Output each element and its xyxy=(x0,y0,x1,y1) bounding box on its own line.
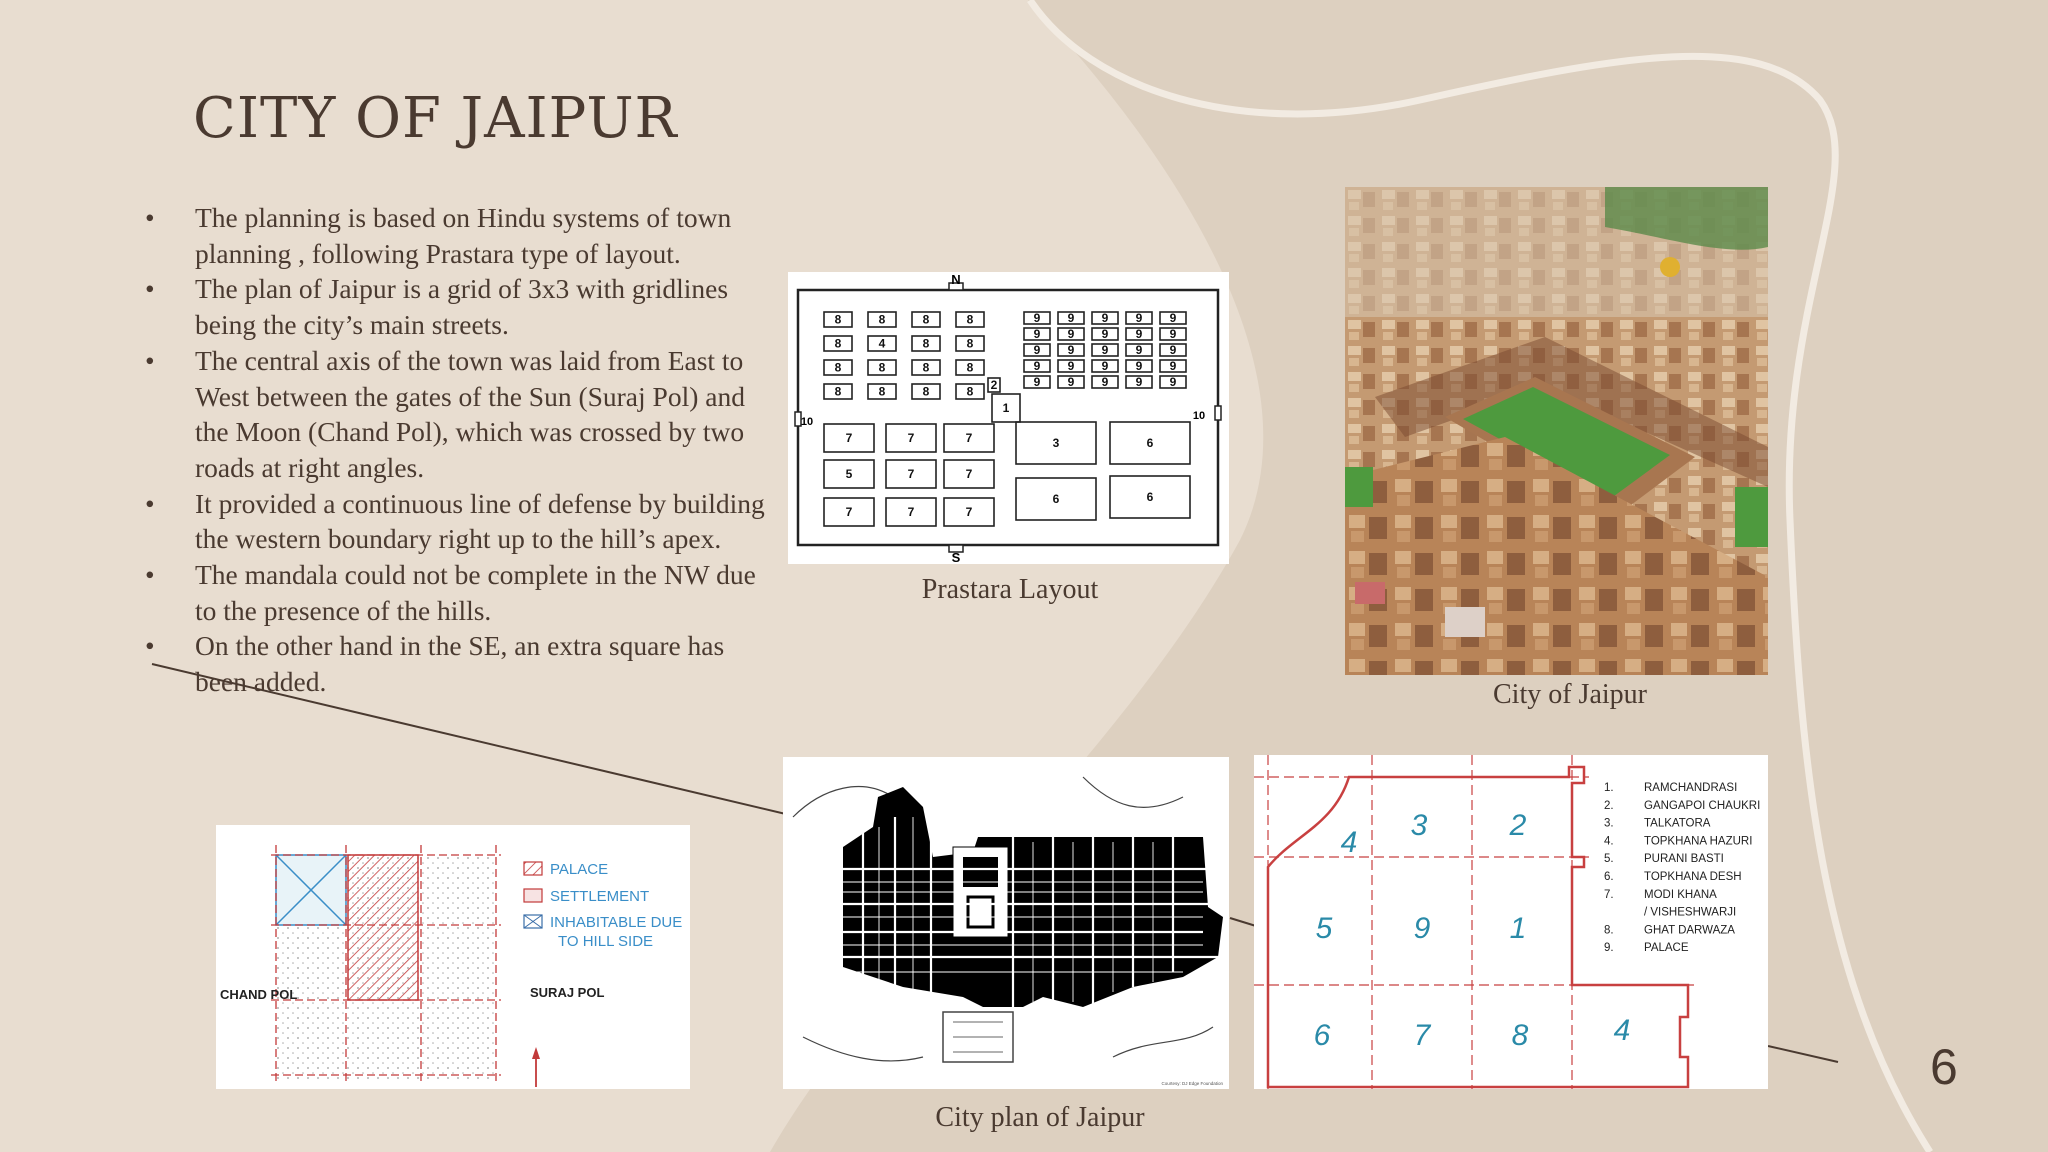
ward-map xyxy=(1254,755,1768,1089)
svg-text:7: 7 xyxy=(1413,1019,1431,1052)
prastara-block-number: 9 xyxy=(1101,343,1109,357)
chand-pol-label: CHAND POL xyxy=(220,987,298,1002)
prastara-block-number: 7 xyxy=(965,505,973,519)
bullet-item: • It provided a continuous line of defense by building the western boundary right up to the hill’s apex. xyxy=(145,487,765,555)
prastara-block-number: 9 xyxy=(1067,327,1075,341)
svg-text:8: 8 xyxy=(1511,1019,1529,1052)
svg-text:1: 1 xyxy=(1509,912,1527,945)
prastara-block-number: 4 xyxy=(878,336,886,351)
ward-legend-number: 6. xyxy=(1604,871,1614,883)
ward-legend-number: 5. xyxy=(1604,853,1614,866)
prastara-block-number: 9 xyxy=(1135,311,1143,325)
ward-legend-number: 2. xyxy=(1604,799,1614,812)
prastara-block-number: 9 xyxy=(1101,311,1109,325)
ward-legend-name: RAMCHANDRASI xyxy=(1644,782,1738,794)
prastara-block-number: 9 xyxy=(1067,343,1075,357)
prastara-block-number: 2 xyxy=(990,378,998,392)
prastara-block-number: 9 xyxy=(1135,327,1143,341)
prastara-block-number: 9 xyxy=(1033,343,1041,357)
prastara-block-number: 9 xyxy=(1169,311,1177,325)
ward-legend-name: GANGAPOI CHAUKRI xyxy=(1644,799,1761,812)
prastara-block-number: 9 xyxy=(1101,327,1109,341)
prastara-block-number: 9 xyxy=(1033,359,1041,373)
prastara-block-number: 5 xyxy=(845,467,853,481)
city-plan-map xyxy=(783,757,1229,1089)
legend-inhabitable: INHABITABLE DUE xyxy=(550,914,683,931)
prastara-block-number: 9 xyxy=(1101,375,1109,389)
prastara-block-number: 9 xyxy=(1169,327,1177,341)
prastara-block-number: 6 xyxy=(1052,492,1060,506)
prastara-block-number: 7 xyxy=(965,467,973,481)
prastara-block-number: 9 xyxy=(1101,359,1109,373)
svg-text:4: 4 xyxy=(1613,1014,1631,1047)
prastara-layout-image xyxy=(788,272,1229,564)
prastara-block-number: 7 xyxy=(907,467,915,481)
bullet-item: • The central axis of the town was laid from East to West between the gates of the Sun (Suraj Pol) and the Moon (Chand Pol), which was crossed by two roads at right angles. xyxy=(145,344,745,483)
prastara-block-number: 9 xyxy=(1169,375,1177,389)
slide-title: CITY OF JAIPUR xyxy=(193,86,678,151)
prastara-block-number: 9 xyxy=(1169,343,1177,357)
city-plan-image xyxy=(783,757,1229,1089)
svg-text:N: N xyxy=(951,272,961,287)
svg-text:Courtesy: DJ Edge Foundation: Courtesy: DJ Edge Foundation xyxy=(1161,1081,1223,1086)
prastara-block-number: 9 xyxy=(1135,375,1143,389)
ward-legend-name: PURANI BASTI xyxy=(1644,853,1724,866)
legend-palace: PALACE xyxy=(550,861,609,878)
prastara-block-number: 8 xyxy=(834,312,842,327)
prastara-caption: Prastara Layout xyxy=(921,574,1099,605)
ward-legend-name: GHAT DARWAZA xyxy=(1644,924,1735,937)
suraj-pol-label: SURAJ POL xyxy=(530,985,605,1000)
svg-text:10: 10 xyxy=(800,416,814,428)
svg-text:6: 6 xyxy=(1313,1019,1331,1052)
prastara-block-number: 9 xyxy=(1067,311,1075,325)
ward-legend-name: / VISHESHWARJI xyxy=(1644,906,1737,919)
prastara-block-number: 9 xyxy=(1135,359,1143,373)
svg-text:S: S xyxy=(951,550,961,564)
aerial-photo-jaipur xyxy=(1345,187,1768,675)
prastara-block-number: 9 xyxy=(1169,359,1177,373)
ward-map-image xyxy=(1254,755,1768,1089)
prastara-block-number: 8 xyxy=(922,384,930,399)
prastara-block-number: 7 xyxy=(965,431,973,445)
prastara-block-number: 8 xyxy=(966,360,974,375)
ward-legend-name: TALKATORA xyxy=(1644,817,1711,830)
prastara-block-number: 6 xyxy=(1146,490,1154,504)
prastara-block-number: 7 xyxy=(845,431,853,445)
bullet-item: • The plan of Jaipur is a grid of 3x3 with gridlines being the city’s main streets. xyxy=(145,273,729,341)
mandala-sketch-image xyxy=(216,825,690,1089)
prastara-block-number: 7 xyxy=(907,505,915,519)
prastara-block-number: 8 xyxy=(922,360,930,375)
prastara-block-number: 8 xyxy=(834,384,842,399)
legend-settlement: SETTLEMENT xyxy=(550,888,650,905)
prastara-block-number: 8 xyxy=(834,336,842,351)
aerial-photo-illustration xyxy=(1345,187,1768,675)
ward-legend-number: 4. xyxy=(1604,835,1614,848)
bullet-item: • The planning is based on Hindu systems of town planning , following Prastara type of layout. xyxy=(145,202,732,269)
prastara-block-number: 6 xyxy=(1146,436,1154,450)
ward-legend-name: TOPKHANA DESH xyxy=(1644,871,1742,883)
prastara-block-number: 3 xyxy=(1052,436,1060,450)
prastara-block-number: 8 xyxy=(966,384,974,399)
ward-legend-number: 9. xyxy=(1604,942,1614,955)
ward-legend-name: TOPKHANA HAZURI xyxy=(1644,835,1753,848)
prastara-block-number: 9 xyxy=(1033,311,1041,325)
bullet-item: • The mandala could not be complete in the NW due to the presence of the hills. xyxy=(145,559,756,626)
prastara-block-number: 7 xyxy=(845,505,853,519)
prastara-block-number: 8 xyxy=(922,336,930,351)
aerial-caption: City of Jaipur xyxy=(1493,679,1647,710)
prastara-block-number: 9 xyxy=(1067,375,1075,389)
ward-legend-name: MODI KHANA xyxy=(1644,888,1717,901)
svg-text:9: 9 xyxy=(1413,912,1431,945)
svg-text:3: 3 xyxy=(1410,809,1428,842)
prastara-diagram xyxy=(788,272,1229,564)
prastara-block-number: 8 xyxy=(878,360,886,375)
legend-hill-side: TO HILL SIDE xyxy=(558,933,654,950)
prastara-block-number: 9 xyxy=(1033,375,1041,389)
bullet-item: • On the other hand in the SE, an extra square has been added. xyxy=(145,630,725,698)
prastara-block-number: 8 xyxy=(922,312,930,327)
ward-legend-name: PALACE xyxy=(1644,942,1689,955)
prastara-block-number: 1 xyxy=(1002,401,1010,415)
ward-legend-number: 1. xyxy=(1604,782,1614,794)
ward-legend-number: 7. xyxy=(1604,888,1614,901)
bullet-list xyxy=(145,200,775,700)
svg-text:10: 10 xyxy=(1192,410,1206,422)
prastara-block-number: 9 xyxy=(1033,327,1041,341)
prastara-block-number: 8 xyxy=(966,312,974,327)
prastara-block-number: 8 xyxy=(834,360,842,375)
svg-text:5: 5 xyxy=(1315,912,1333,945)
ward-legend-number: 8. xyxy=(1604,924,1614,937)
prastara-block-number: 8 xyxy=(966,336,974,351)
prastara-block-number: 8 xyxy=(878,312,886,327)
city-plan-caption: City plan of Jaipur xyxy=(935,1102,1145,1133)
mandala-sketch xyxy=(216,825,690,1089)
prastara-block-number: 9 xyxy=(1135,343,1143,357)
ward-legend-number: 3. xyxy=(1604,817,1614,830)
prastara-block-number: 9 xyxy=(1067,359,1075,373)
svg-text:4: 4 xyxy=(1340,826,1358,859)
svg-text:2: 2 xyxy=(1509,809,1527,842)
prastara-block-number: 7 xyxy=(907,431,915,445)
prastara-block-number: 8 xyxy=(878,384,886,399)
page-number: 6 xyxy=(1930,1039,1958,1095)
